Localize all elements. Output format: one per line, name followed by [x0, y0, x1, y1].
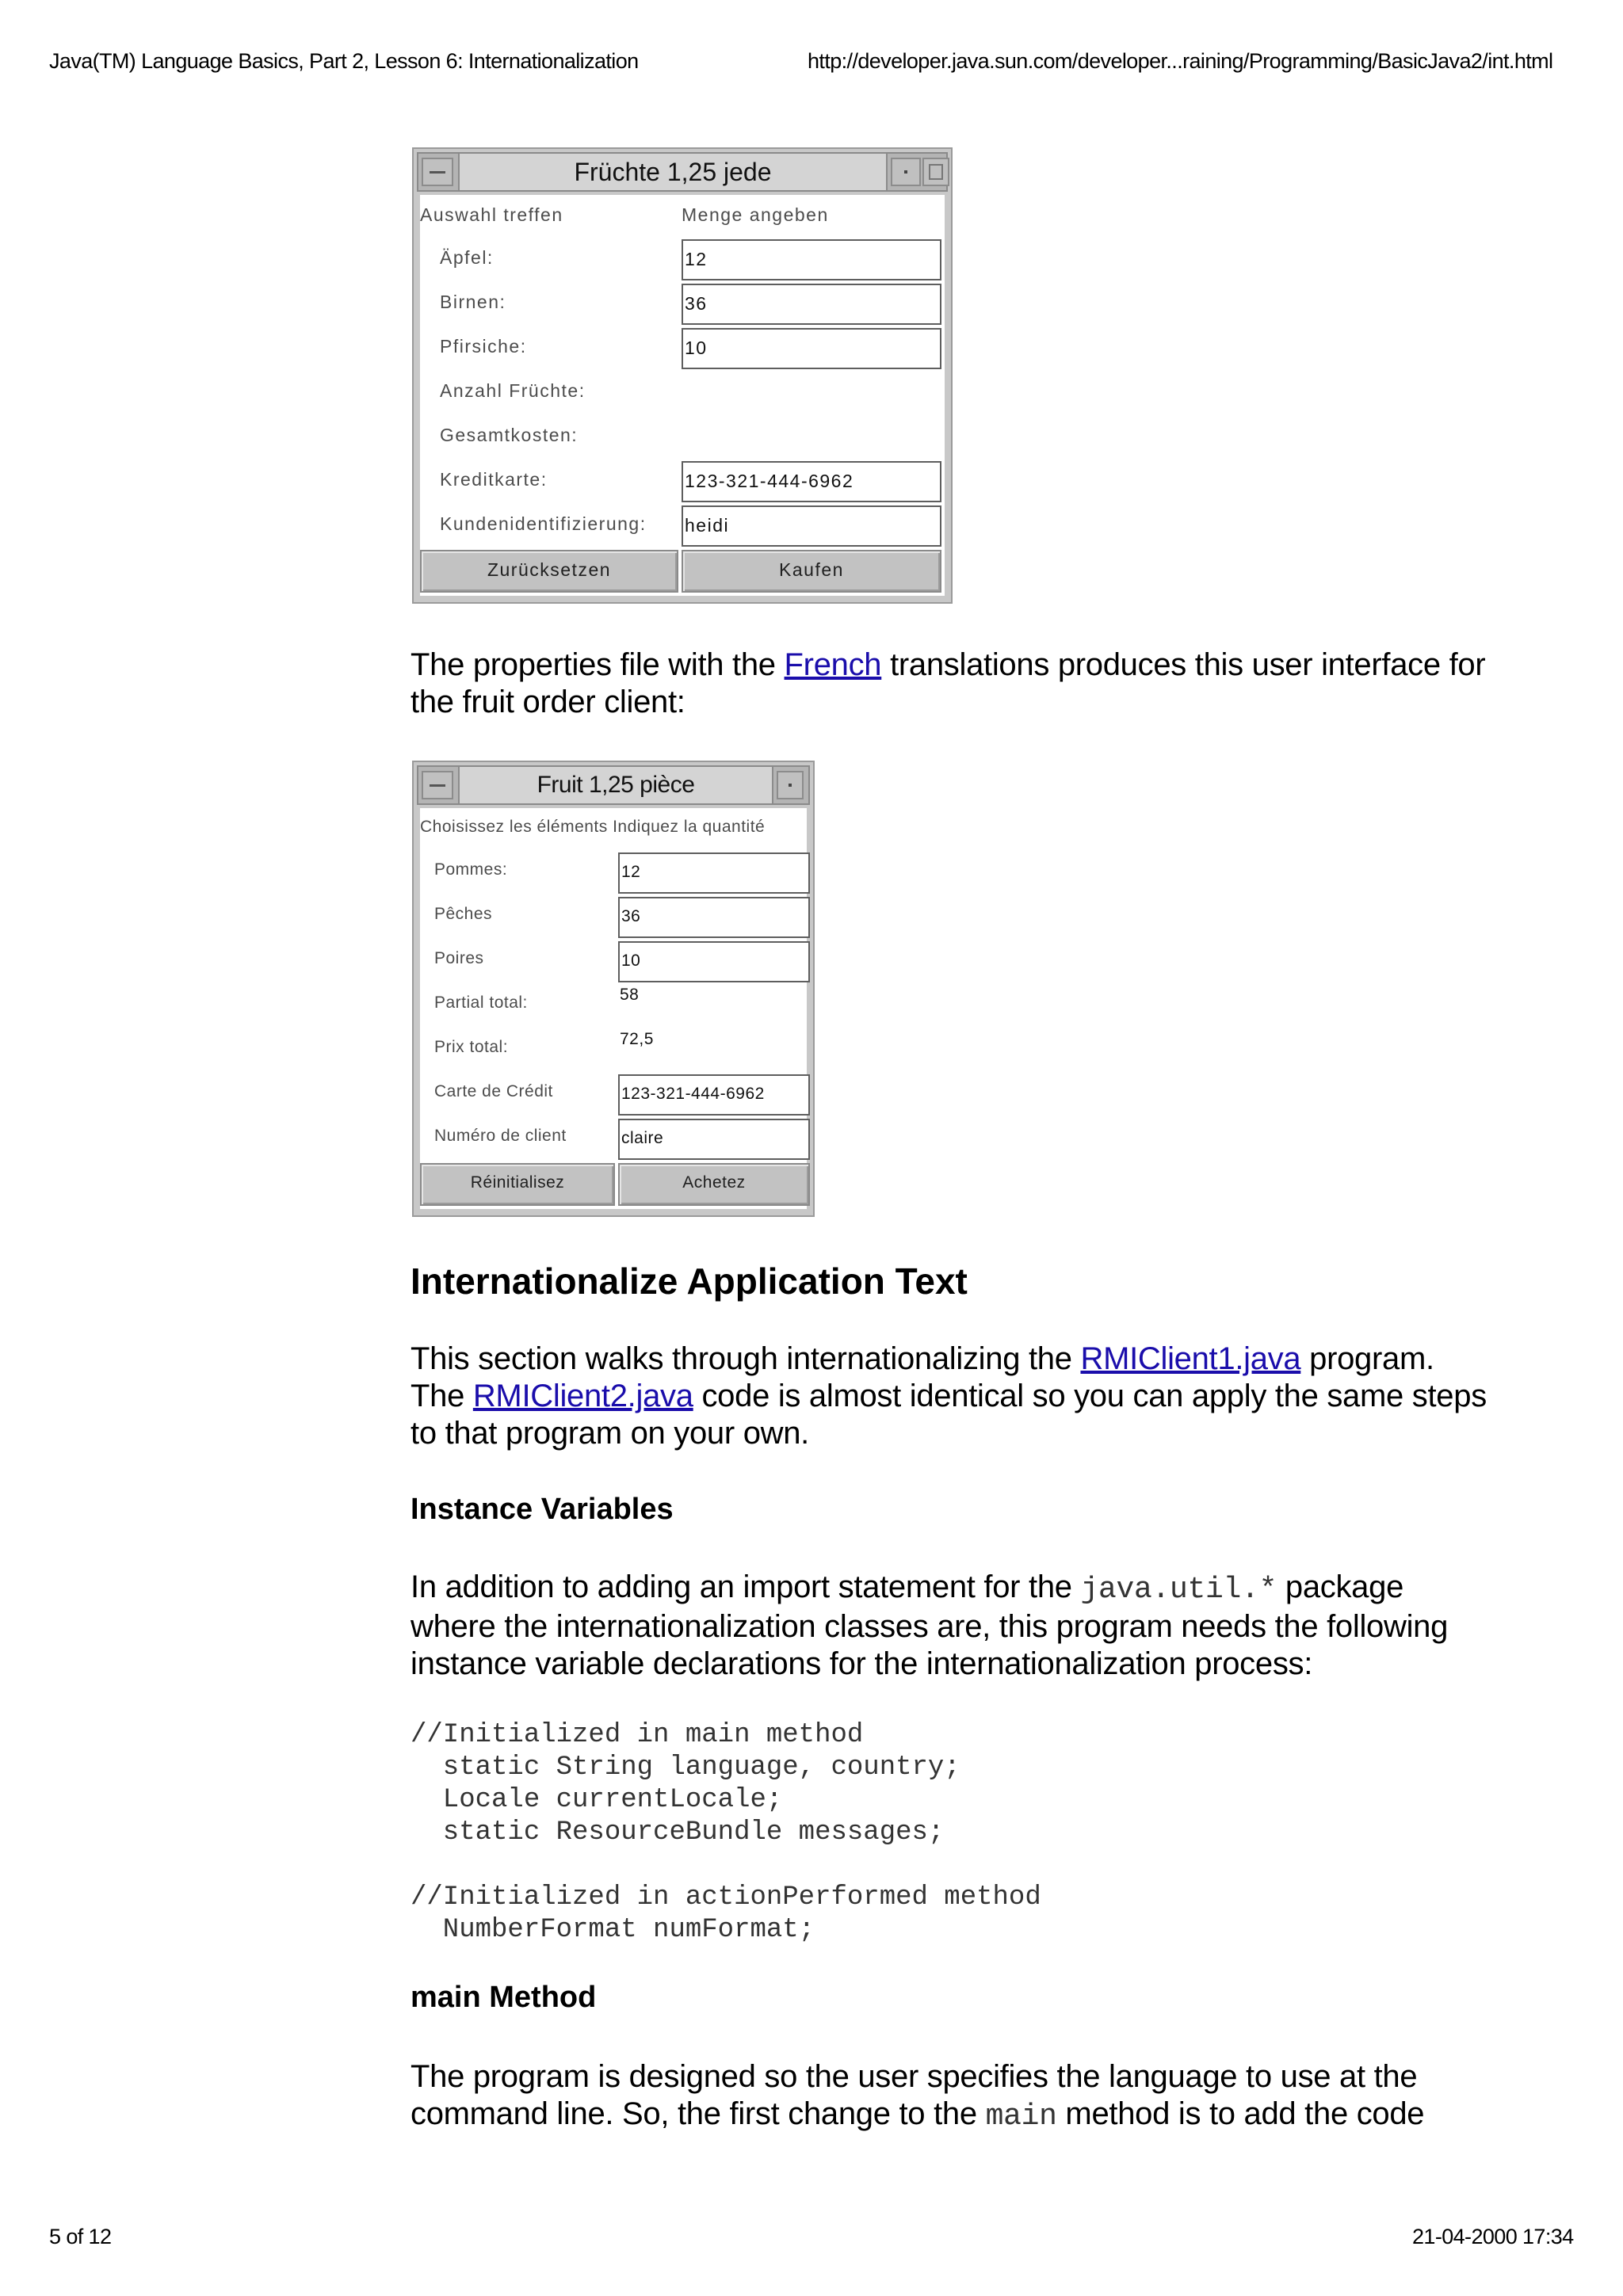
minimize-button[interactable]	[777, 771, 804, 799]
credit-card-input[interactable]: 123-321-444-6962	[618, 1074, 810, 1116]
customer-id-input[interactable]: claire	[618, 1119, 810, 1160]
instance-text-2: package where the internationalization classes are, this program needs the following instance variable declarations for the internationalization process:	[411, 1569, 1449, 1681]
pears-label: Poires	[434, 949, 484, 967]
intro-paragraph	[411, 646, 1488, 721]
fruit-count-value: 58	[620, 986, 640, 1004]
apples-input[interactable]: 12	[682, 239, 941, 280]
peaches-label: Pfirsiche:	[440, 336, 527, 357]
minimize-button[interactable]	[891, 158, 921, 186]
header-title: Java(TM) Language Basics, Part 2, Lesson 6: Internationalization	[49, 49, 639, 73]
section-paragraph	[411, 1341, 1488, 1452]
apples-label: Äpfel:	[440, 247, 494, 268]
french-fruit-window	[412, 761, 815, 1217]
rmiclient2-link[interactable]: RMIClient2.java	[472, 1379, 693, 1413]
window-title: Fruit 1,25 pièce	[458, 767, 773, 803]
credit-card-label: Kreditkarte:	[440, 469, 548, 490]
rmiclient1-link[interactable]: RMIClient1.java	[1080, 1341, 1301, 1376]
pears-input[interactable]: 36	[682, 284, 941, 325]
main-text-2: method is to add the code	[1056, 2096, 1425, 2131]
maximize-button[interactable]	[922, 158, 949, 186]
column-quantity-label: Menge angeben	[682, 204, 829, 225]
customer-id-label: Kundenidentifizierung:	[440, 513, 647, 534]
instance-variables-paragraph	[411, 1569, 1488, 1683]
apples-label: Pommes:	[434, 860, 508, 879]
reset-button[interactable]: Zurücksetzen	[420, 550, 678, 593]
apples-input[interactable]: 12	[618, 852, 810, 894]
buy-button[interactable]: Achetez	[618, 1163, 810, 1206]
credit-card-label: Carte de Crédit	[434, 1082, 553, 1100]
main-text-1: The program is designed so the user specifies the language to use at the command line. So, the first change to the	[411, 2059, 1418, 2131]
intro-text-end: translations produces this user interface for the fruit order client:	[411, 647, 1486, 719]
fruit-count-label: Anzahl Früchte:	[440, 380, 586, 401]
pears-label: Birnen:	[440, 292, 506, 312]
reset-button[interactable]: Réinitialisez	[420, 1163, 615, 1206]
section-heading: Internationalize Application Text	[411, 1261, 968, 1302]
total-cost-label: Prix total:	[434, 1038, 509, 1056]
peaches-label: Pêches	[434, 905, 493, 923]
column-header-label: Choisissez les éléments Indiquez la quantité	[420, 818, 766, 836]
peaches-input[interactable]: 36	[618, 897, 810, 938]
peaches-input[interactable]: 10	[682, 328, 941, 369]
window-title: Früchte 1,25 jede	[458, 154, 888, 190]
window-content	[420, 808, 807, 1209]
instance-variables-heading: Instance Variables	[411, 1493, 674, 1526]
french-link[interactable]: French	[784, 647, 882, 682]
instance-text-1: In addition to adding an import statement for the	[411, 1569, 1081, 1604]
section-text-1: This section walks through internationalizing the	[411, 1341, 1081, 1376]
section-text-2: program. The	[411, 1341, 1434, 1413]
print-datetime: 21-04-2000 17:34	[1412, 2225, 1574, 2248]
intro-text-start: The properties file with the	[411, 647, 785, 682]
credit-card-input[interactable]: 123-321-444-6962	[682, 461, 941, 502]
total-cost-value: 72,5	[620, 1030, 654, 1048]
window-title-bar[interactable]	[417, 765, 810, 805]
buy-button[interactable]: Kaufen	[682, 550, 941, 593]
header-url[interactable]: http://developer.java.sun.com/developer...raining/Programming/BasicJava2/int.html	[808, 49, 1553, 73]
window-title-bar[interactable]	[417, 152, 948, 192]
pears-input[interactable]: 10	[618, 941, 810, 982]
german-fruit-window	[412, 147, 953, 604]
java-util-code: java.util.*	[1080, 1573, 1277, 1607]
main-code: main	[985, 2100, 1057, 2134]
window-menu-button[interactable]	[422, 771, 453, 799]
instance-variables-code-block: //Initialized in main method static String language, country; Locale currentLocale; static ResourceBundle messages; //Initialized in actionPerformed method NumberFormat numFormat;	[411, 1720, 1041, 1945]
page-number: 5 of 12	[49, 2225, 112, 2248]
fruit-count-label: Partial total:	[434, 994, 528, 1012]
main-method-heading: main Method	[411, 1981, 597, 2014]
main-method-paragraph	[411, 2058, 1488, 2135]
window-content	[420, 195, 945, 596]
column-select-label: Auswahl treffen	[420, 204, 563, 225]
customer-id-label: Numéro de client	[434, 1127, 567, 1145]
total-cost-label: Gesamtkosten:	[440, 425, 579, 445]
window-menu-button[interactable]	[422, 158, 453, 186]
section-text-3: code is almost identical so you can apply the same steps to that program on your own.	[411, 1379, 1487, 1451]
customer-id-input[interactable]: heidi	[682, 505, 941, 547]
